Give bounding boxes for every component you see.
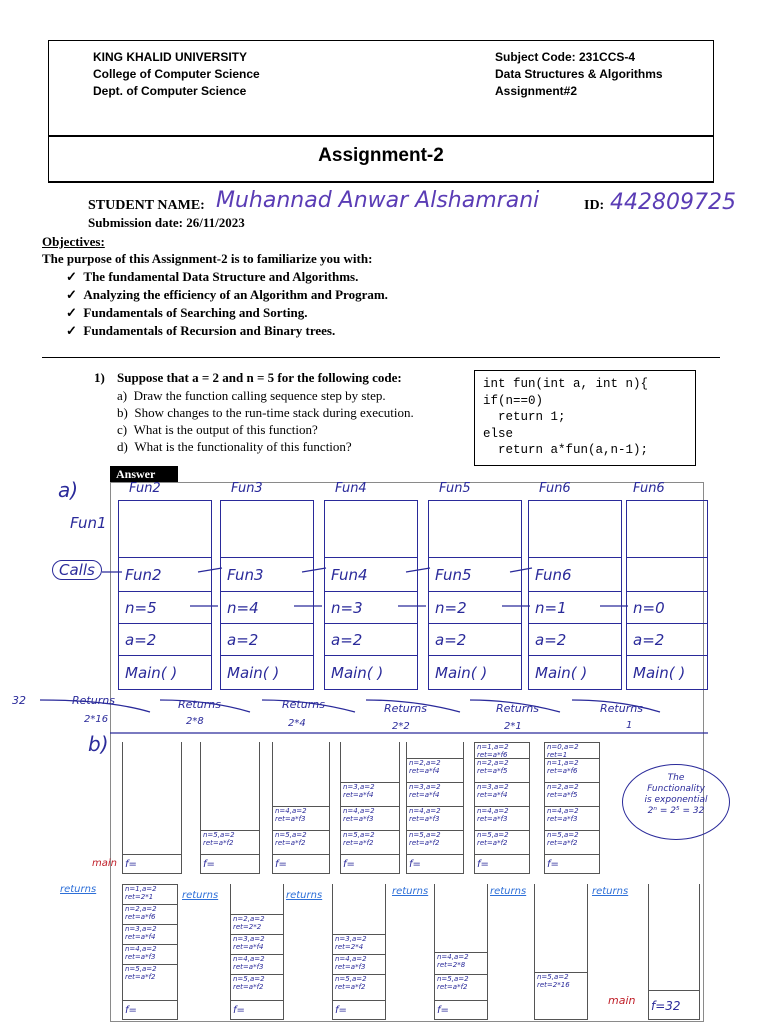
- main-label: main: [608, 994, 636, 1007]
- runtime-stack: [534, 884, 588, 1020]
- frame-call-cell: Fun6: [529, 557, 621, 591]
- check-icon: ✓: [66, 269, 84, 284]
- frame-title: Fun6: [539, 481, 571, 496]
- frame-n-cell: n=2: [429, 591, 521, 623]
- student-name-value: Muhannad Anwar Alshamrani: [216, 188, 540, 213]
- returns-value: 2*2: [392, 721, 410, 732]
- frame-n-cell: n=1: [529, 591, 621, 623]
- stack-frame: n=2,a=2 ret=a*f5: [545, 782, 599, 806]
- objectives-heading: Objectives:: [42, 234, 105, 249]
- returns-label: Returns: [178, 698, 221, 711]
- runtime-stack: [434, 884, 488, 1020]
- stack-frame: n=5,a=2 ret=a*f2: [231, 974, 283, 994]
- stack-frame: n=3,a=2 ret=a*f4: [341, 782, 399, 806]
- stack-frame: n=4,a=2 ret=2*8: [435, 952, 487, 974]
- check-icon: ✓: [66, 287, 84, 302]
- runtime-stack: [406, 742, 464, 874]
- returns-label: returns: [592, 886, 629, 897]
- frame-main-cell: Main( ): [529, 655, 621, 689]
- frame-main-cell: Main( ): [627, 655, 707, 689]
- stack-frame: n=5,a=2 ret=a*f2: [407, 830, 463, 854]
- page-title: Assignment-2: [318, 145, 444, 166]
- stack-frame: n=0,a=2 ret=1: [545, 742, 599, 758]
- stack-frame: f=: [273, 854, 329, 874]
- frame-a-cell: a=2: [529, 623, 621, 655]
- stack-frame: n=4,a=2 ret=a*f3: [407, 806, 463, 830]
- stack-frame: n=3,a=2 ret=a*f4: [475, 782, 529, 806]
- stack-frame: n=5,a=2 ret=a*f2: [333, 974, 385, 994]
- stack-frame: n=3,a=2 ret=a*f4: [123, 924, 177, 944]
- stack-frame: n=5,a=2 ret=a*f2: [123, 964, 177, 984]
- returns-value: 2*8: [186, 716, 204, 727]
- stack-frame: f=: [341, 854, 399, 874]
- stack-frame: f=: [333, 1000, 385, 1020]
- final-return-value: 32: [12, 694, 26, 707]
- question-part: a) Draw the function calling sequence step by step.: [117, 388, 386, 403]
- frame-a-cell: a=2: [119, 623, 211, 655]
- runtime-stack: [544, 742, 600, 874]
- arrow-icon: [406, 568, 430, 572]
- stack-frame: n=4,a=2 ret=a*f3: [341, 806, 399, 830]
- stack-frame: n=5,a=2 ret=a*f2: [201, 830, 259, 854]
- returns-label: returns: [182, 890, 219, 901]
- frame-title: Fun4: [335, 481, 367, 496]
- runtime-stack: [648, 884, 700, 1020]
- code-line: int fun(int a, int n){: [483, 377, 649, 391]
- frame-call-cell: Fun4: [325, 557, 417, 591]
- stack-frame: n=5,a=2 ret=a*f2: [273, 830, 329, 854]
- frame-n-cell: n=4: [221, 591, 313, 623]
- stack-frame: n=5,a=2 ret=2*16: [535, 972, 587, 996]
- returns-value: 2*4: [288, 718, 306, 729]
- functionality-note: The Functionality is exponential 2ⁿ = 2⁵ = 32: [622, 764, 730, 840]
- frame-main-cell: Main( ): [325, 655, 417, 689]
- frame-main-cell: Main( ): [221, 655, 313, 689]
- stack-frame: n=2,a=2 ret=a*f5: [475, 758, 529, 782]
- stack-frame: n=2,a=2 ret=a*f6: [123, 904, 177, 924]
- stack-frame: n=2,a=2 ret=2*2: [231, 914, 283, 934]
- stack-frame: n=1,a=2 ret=2*1: [123, 884, 177, 904]
- frame-a-cell: a=2: [429, 623, 521, 655]
- stack-frame: n=5,a=2 ret=a*f2: [545, 830, 599, 854]
- returns-label: Returns: [282, 698, 325, 711]
- university-name: KING KHALID UNIVERSITY: [93, 50, 248, 64]
- frame-title: Fun6: [633, 481, 665, 496]
- main-label: main: [92, 858, 117, 869]
- part-a-label: a): [58, 478, 79, 502]
- frame-main-cell: Main( ): [119, 655, 211, 689]
- stack-frame: n=3,a=2 ret=a*f4: [407, 782, 463, 806]
- runtime-stack: [200, 742, 260, 874]
- returns-label: Returns: [72, 694, 115, 707]
- stack-frame: n=4,a=2 ret=a*f3: [123, 944, 177, 964]
- arrow-icon: [198, 568, 222, 572]
- frame-a-cell: a=2: [627, 623, 707, 655]
- question-part: b) Show changes to the run-time stack during execution.: [117, 405, 414, 420]
- frame-call-cell: Fun2: [119, 557, 211, 591]
- runtime-stack: [272, 742, 330, 874]
- stack-frame: f=: [545, 854, 599, 874]
- question-part: d) What is the functionality of this function?: [117, 439, 352, 454]
- frame-title: Fun3: [231, 481, 263, 496]
- course-name: Data Structures & Algorithms: [495, 67, 663, 81]
- code-line: if(n==0): [483, 393, 544, 408]
- college-name: College of Computer Science: [93, 67, 260, 81]
- objective-item: ✓ Analyzing the efficiency of an Algorithm and Program.: [66, 287, 388, 302]
- submission-date: Submission date: 26/11/2023: [88, 215, 245, 230]
- returns-value: 1: [626, 720, 633, 731]
- returns-value: 2*1: [504, 721, 522, 732]
- code-line: return a*fun(a,n-1);: [483, 443, 649, 457]
- student-id-value: 442809725: [610, 190, 736, 215]
- returns-value: 2*16: [84, 714, 109, 725]
- stack-frame: n=3,a=2 ret=a*f4: [231, 934, 283, 954]
- stack-frame: n=4,a=2 ret=a*f3: [231, 954, 283, 974]
- code-line: else: [483, 426, 514, 441]
- stack-frame: n=4,a=2 ret=a*f3: [475, 806, 529, 830]
- frame-title: Fun5: [439, 481, 471, 496]
- stack-frame: f=: [123, 1000, 177, 1020]
- stack-frame: n=5,a=2 ret=a*f2: [475, 830, 529, 854]
- runtime-stack: [340, 742, 400, 874]
- fun1-label: Fun1: [70, 514, 107, 532]
- frame-a-cell: a=2: [221, 623, 313, 655]
- objective-item: ✓ The fundamental Data Structure and Algorithms.: [66, 269, 359, 284]
- part-b-label: b): [88, 732, 109, 756]
- code-line: return 1;: [483, 410, 566, 424]
- returns-label: returns: [286, 890, 323, 901]
- frame-call-cell: Fun3: [221, 557, 313, 591]
- stack-frame: f=: [201, 854, 259, 874]
- stack-frame: n=5,a=2 ret=a*f2: [435, 974, 487, 996]
- arrow-icon: [510, 568, 532, 572]
- stack-frame: n=2,a=2 ret=a*f4: [407, 758, 463, 782]
- runtime-stack: [230, 884, 284, 1020]
- stack-frame: f=: [407, 854, 463, 874]
- stack-frame: f=: [231, 1000, 283, 1020]
- check-icon: ✓: [66, 323, 84, 338]
- runtime-stack: [474, 742, 530, 874]
- stack-frame: n=1,a=2 ret=a*f6: [545, 758, 599, 782]
- stack-frame: f=: [435, 1000, 487, 1020]
- stack-frame: f=: [475, 854, 529, 874]
- arrow-icon: [302, 568, 326, 572]
- department-name: Dept. of Computer Science: [93, 84, 247, 98]
- answer-tag: Answer: [110, 466, 178, 482]
- runtime-stack: [122, 884, 178, 1020]
- returns-label: Returns: [600, 702, 643, 715]
- frame-call-cell: Fun5: [429, 557, 521, 591]
- frame-main-cell: Main( ): [429, 655, 521, 689]
- question-text: Suppose that a = 2 and n = 5 for the following code:: [117, 370, 402, 385]
- runtime-stack: [122, 742, 182, 874]
- assignment-number: Assignment#2: [495, 84, 578, 98]
- returns-label: returns: [392, 886, 429, 897]
- frame-n-cell: n=3: [325, 591, 417, 623]
- student-name-label: STUDENT NAME:: [88, 198, 205, 213]
- objectives-intro: The purpose of this Assignment-2 is to familiarize you with:: [42, 251, 373, 266]
- objective-item: ✓ Fundamentals of Recursion and Binary trees.: [66, 323, 336, 338]
- stack-frame: f=: [123, 854, 181, 874]
- student-id-label: ID:: [584, 198, 605, 213]
- question-part: c) What is the output of this function?: [117, 422, 318, 437]
- calls-label: Calls: [52, 560, 102, 580]
- stack-frame: n=4,a=2 ret=a*f3: [545, 806, 599, 830]
- runtime-stack: [332, 884, 386, 1020]
- returns-label: Returns: [496, 702, 539, 715]
- returns-label: returns: [490, 886, 527, 897]
- stack-frame: n=1,a=2 ret=a*f6: [475, 742, 529, 758]
- stack-frame: n=4,a=2 ret=a*f3: [273, 806, 329, 830]
- question-number: 1): [94, 370, 105, 385]
- frame-a-cell: a=2: [325, 623, 417, 655]
- stack-frame: n=5,a=2 ret=a*f2: [341, 830, 399, 854]
- frame-n-cell: n=0: [627, 591, 707, 623]
- frame-n-cell: n=5: [119, 591, 211, 623]
- stack-frame: f=32: [649, 990, 699, 1020]
- frame-title: Fun2: [129, 481, 161, 496]
- returns-label: returns: [60, 884, 97, 895]
- subject-code: Subject Code: 231CCS-4: [495, 50, 636, 64]
- stack-frame: n=4,a=2 ret=a*f3: [333, 954, 385, 974]
- check-icon: ✓: [66, 305, 84, 320]
- returns-label: Returns: [384, 702, 427, 715]
- stack-frame: n=3,a=2 ret=2*4: [333, 934, 385, 954]
- objective-item: ✓ Fundamentals of Searching and Sorting.: [66, 305, 308, 320]
